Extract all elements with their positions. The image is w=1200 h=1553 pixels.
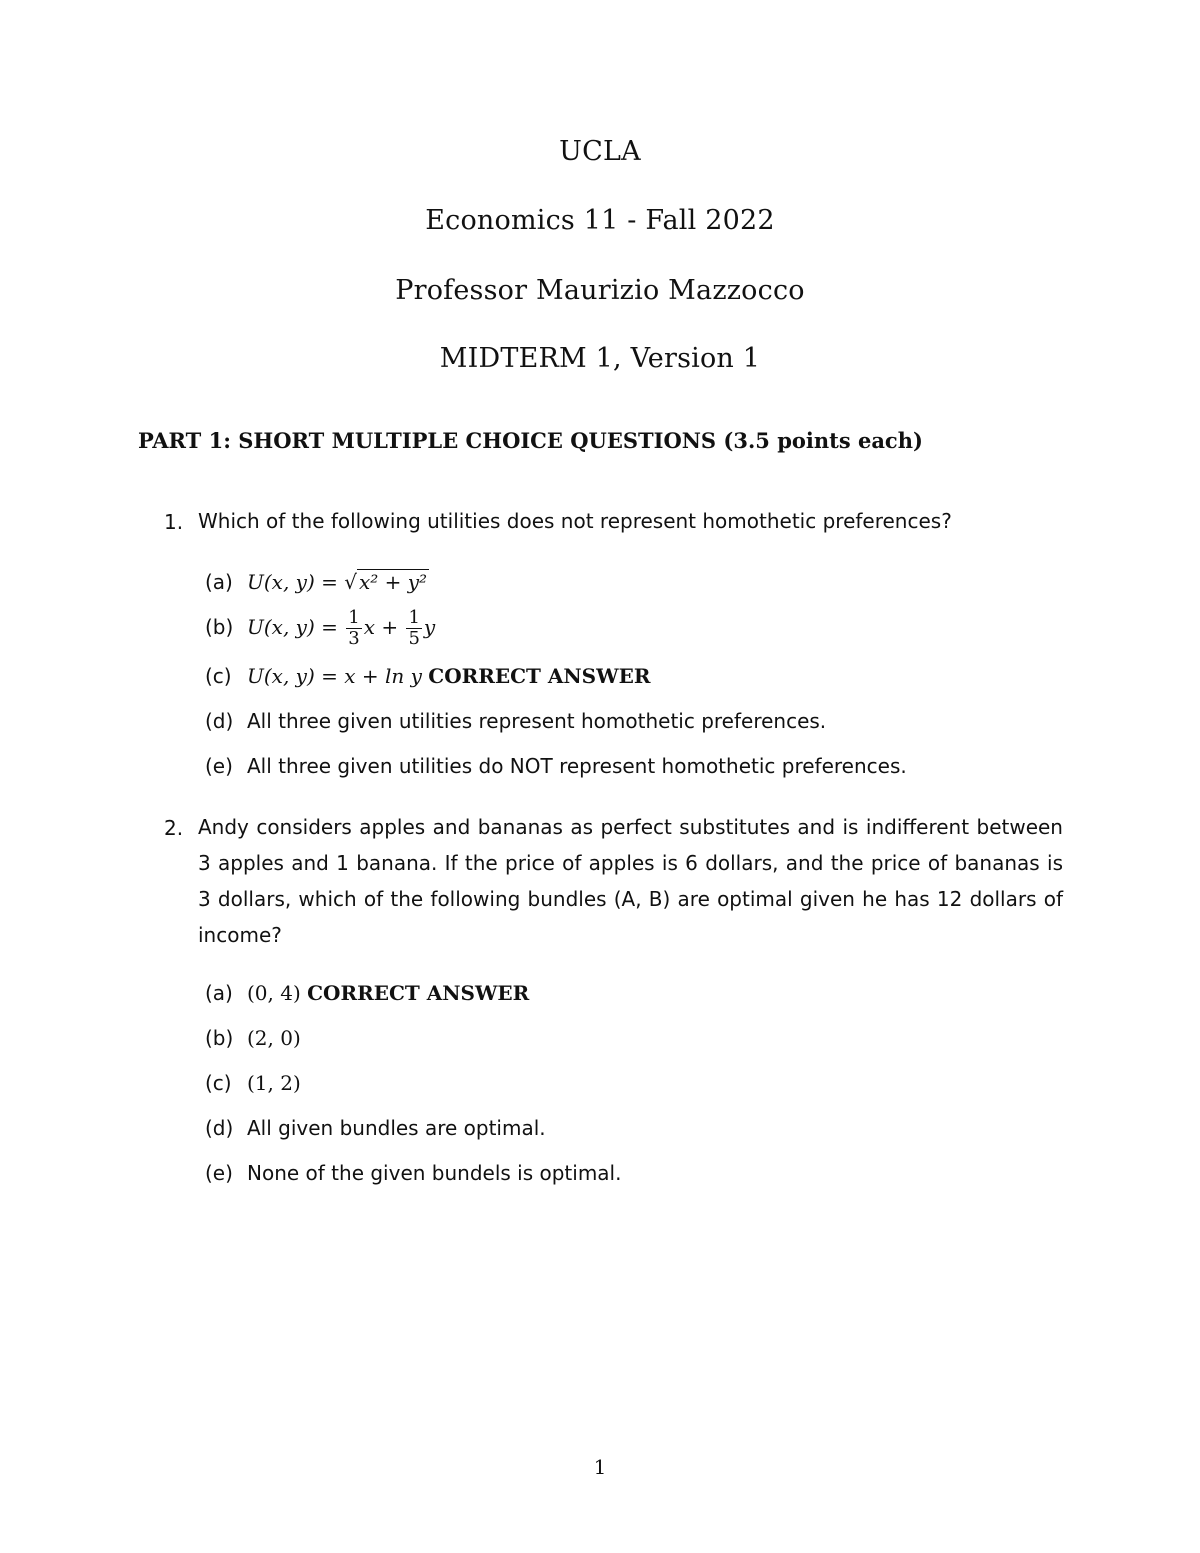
institution-title: UCLA <box>559 136 641 167</box>
option-label: (b) <box>205 615 234 639</box>
question-number: 1. <box>164 510 184 534</box>
option-label: (d) <box>205 1116 234 1140</box>
option-b <box>205 608 435 649</box>
fraction-one-third <box>346 608 361 649</box>
option-bundle: (2, 0) <box>247 1026 301 1050</box>
option-label: (e) <box>205 1161 233 1185</box>
option-e <box>205 1161 621 1185</box>
fraction-numerator: 1 <box>348 607 360 628</box>
course-title: Economics 11 - Fall 2022 <box>425 205 775 236</box>
correct-answer-marker: CORRECT ANSWER <box>307 981 530 1005</box>
option-text: All three given utilities do NOT represent homothetic preferences. <box>247 754 907 778</box>
fraction-numerator: 1 <box>408 607 420 628</box>
professor-name: Professor Maurizio Mazzocco <box>395 275 805 306</box>
sqrt-expression: √ x² + y² <box>344 570 428 594</box>
term-y: y <box>423 615 436 639</box>
exam-title: MIDTERM 1, Version 1 <box>439 343 761 374</box>
option-c <box>205 664 650 688</box>
option-b <box>205 1026 301 1050</box>
option-text: All given bundles are optimal. <box>247 1116 546 1140</box>
term-x: x + <box>363 615 399 639</box>
option-c <box>205 1071 301 1095</box>
fraction-one-fifth <box>406 608 421 649</box>
question-number: 2. <box>164 816 184 840</box>
option-e <box>205 754 907 778</box>
option-label: (c) <box>205 664 232 688</box>
option-label: (a) <box>205 570 233 594</box>
option-label: (c) <box>205 1071 232 1095</box>
option-a <box>205 570 429 594</box>
option-label: (b) <box>205 1026 234 1050</box>
page-number: 1 <box>593 1455 607 1479</box>
fraction-denominator: 5 <box>408 628 420 649</box>
correct-answer-marker: CORRECT ANSWER <box>428 664 651 688</box>
question-text: Andy considers apples and bananas as perfect substitutes and is indifferent between 3 apples and 1 banana. If the price of apples is 6 dollars, and the price of bananas is 3 dollars, which of the following bundles (A, B) are optimal given he has 12 dollars of income? <box>198 815 1063 947</box>
option-d <box>205 1116 546 1140</box>
option-text: None of the given bundels is optimal. <box>247 1161 622 1185</box>
option-formula-lhs: U(x, y) = <box>247 615 338 639</box>
option-label: (e) <box>205 754 233 778</box>
option-text: All three given utilities represent homothetic preferences. <box>247 709 827 733</box>
option-formula-lhs: U(x, y) = <box>247 570 338 594</box>
sqrt-body: x² + y² <box>358 570 428 594</box>
option-a <box>205 981 529 1005</box>
question-text: Which of the following utilities does not represent homothetic preferences? <box>198 509 952 533</box>
fraction-denominator: 3 <box>348 628 360 649</box>
option-label: (a) <box>205 981 233 1005</box>
option-bundle: (1, 2) <box>247 1071 301 1095</box>
option-formula: U(x, y) = x + ln y <box>247 664 422 688</box>
option-label: (d) <box>205 709 234 733</box>
option-d <box>205 709 826 733</box>
option-bundle: (0, 4) <box>247 981 301 1005</box>
part-heading: PART 1: SHORT MULTIPLE CHOICE QUESTIONS (3.5 points each) <box>138 428 923 453</box>
